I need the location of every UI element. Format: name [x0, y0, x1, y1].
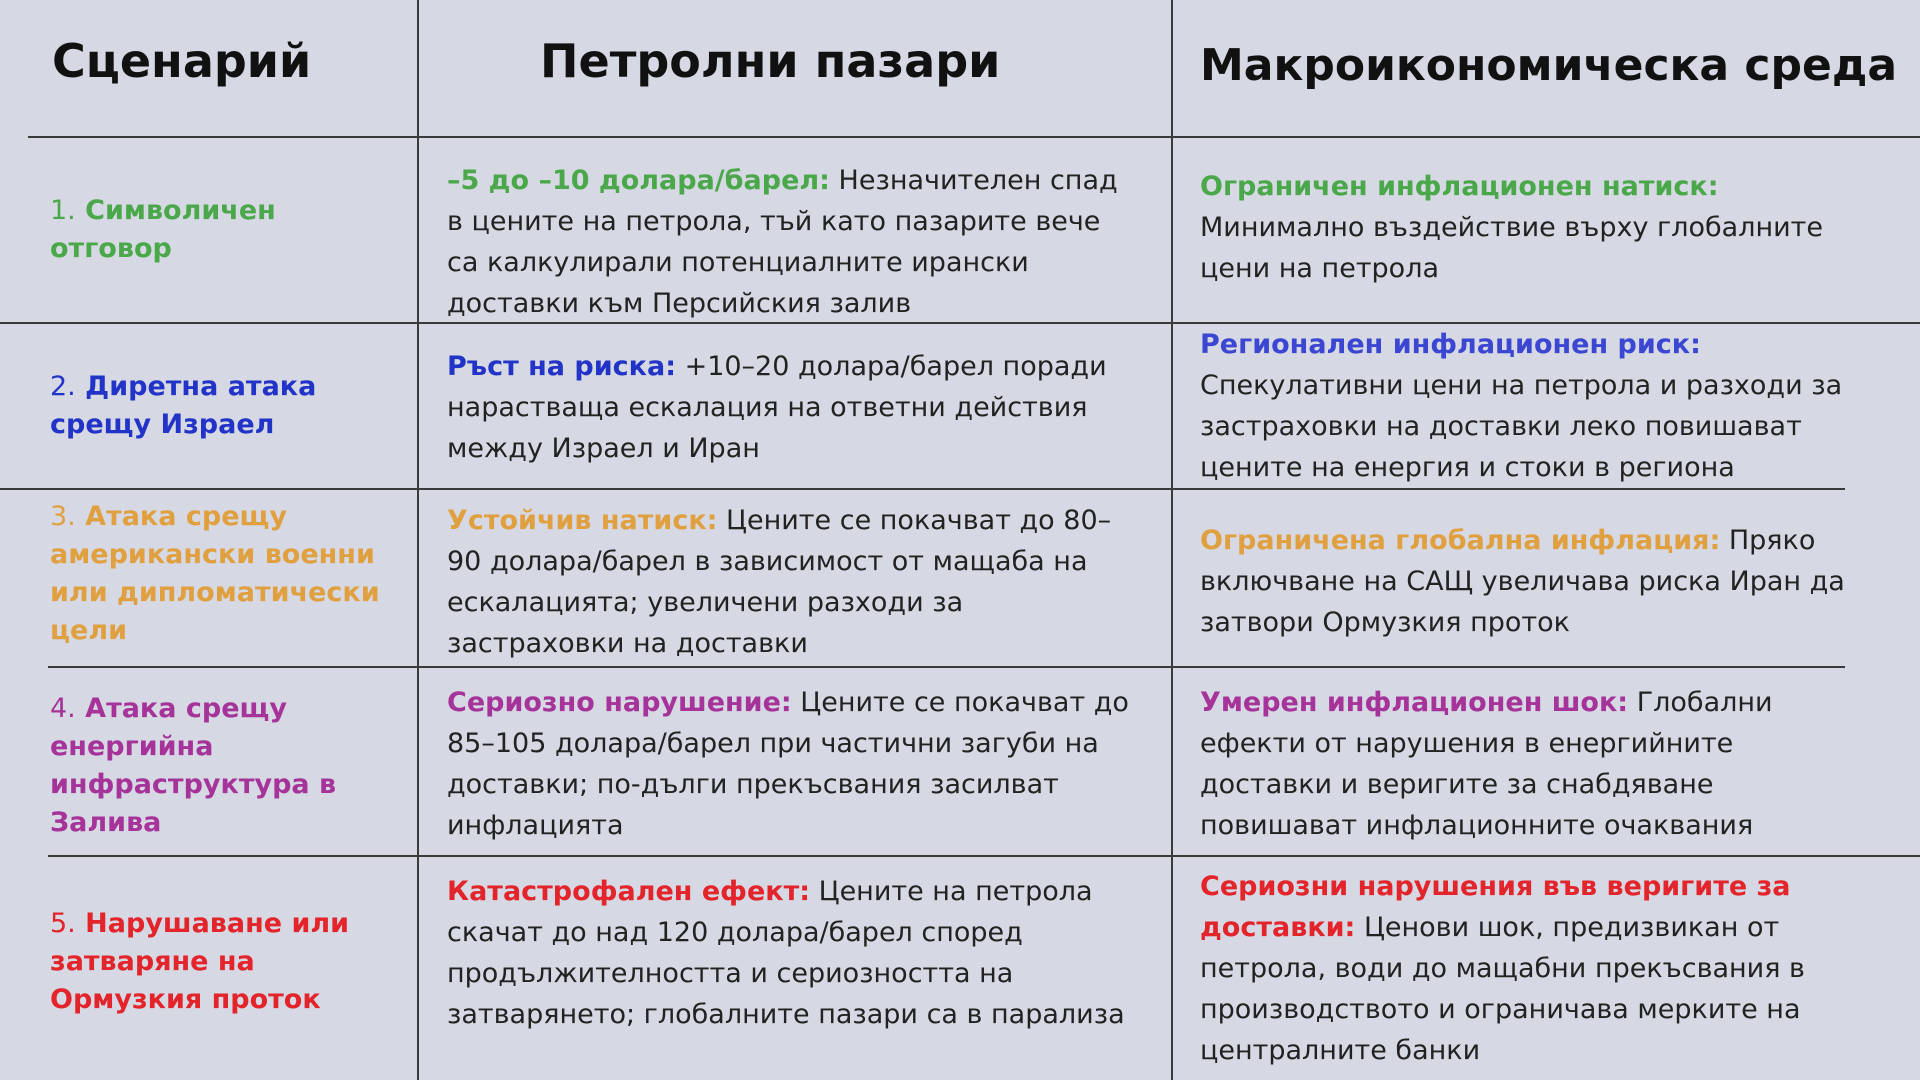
scenario-1-number: 1.	[50, 195, 76, 226]
macro-cell-2	[1200, 324, 1860, 488]
macro-cell-4	[1200, 682, 1860, 846]
scenario-4-label	[50, 690, 400, 842]
macro-5-label: Сериозни нарушения във веригите за доставки:	[1200, 871, 1791, 943]
header-divider	[28, 136, 1920, 138]
oil-5-text: Цените на петрола скачат до над 120 долара/барел според продължителността и сериозността на затварянето; глобалните пазари са в парализа	[447, 876, 1125, 1030]
oil-cell-4	[447, 682, 1137, 846]
scenario-1-title: Символичен отговор	[50, 195, 276, 264]
header-scenario: Сценарий	[52, 34, 312, 88]
macro-2-text: Спекулативни цени на петрола и разходи за застраховки на доставки леко повишават цените на енергия и стоки в региона	[1200, 370, 1843, 483]
column-divider-2	[1171, 0, 1173, 1080]
macro-cell-1	[1200, 166, 1860, 289]
oil-4-label: Сериозно нарушение:	[447, 687, 792, 718]
oil-2-label: Ръст на риска:	[447, 351, 676, 382]
oil-3-label: Устойчив натиск:	[447, 505, 718, 536]
oil-cell-5	[447, 871, 1137, 1035]
oil-1-label: –5 до –10 долара/барел:	[447, 165, 830, 196]
oil-4-text: Цените се покачват до 85–105 долара/барел при частични загуби на доставки; по-дълги прекъсвания засилват инфлацията	[447, 687, 1129, 841]
oil-5-label: Катастрофален ефект:	[447, 876, 811, 907]
oil-cell-2	[447, 346, 1137, 469]
macro-4-text: Глобални ефекти от нарушения в енергийните доставки и веригите за снабдяване повишават инфлационните очаквания	[1200, 687, 1773, 841]
column-divider-1	[417, 0, 419, 1080]
macro-3-label: Ограничена глобална инфлация:	[1200, 525, 1721, 556]
macro-cell-3	[1200, 520, 1860, 643]
oil-2-text: +10–20 долара/барел поради нарастваща ескалация на ответни действия между Израел и Иран	[447, 351, 1107, 464]
macro-1-label: Ограничен инфлационен натиск:	[1200, 171, 1719, 202]
scenario-2-label	[50, 368, 400, 444]
scenario-3-number: 3.	[50, 501, 76, 532]
row-divider-2	[0, 488, 1845, 490]
macro-4-label: Умерен инфлационен шок:	[1200, 687, 1629, 718]
macro-cell-5	[1200, 866, 1860, 1071]
header-oil-markets: Петролни пазари	[540, 34, 1001, 88]
scenario-1-label	[50, 192, 400, 268]
scenario-2-title: Диретна атака срещу Израел	[50, 371, 317, 440]
oil-cell-3	[447, 500, 1137, 664]
scenario-3-title: Атака срещу американски военни или дипломатически цели	[50, 501, 380, 646]
macro-3-text: Пряко включване на САЩ увеличава риска Иран да затвори Ормузкия проток	[1200, 525, 1845, 638]
scenario-4-number: 4.	[50, 693, 76, 724]
oil-cell-1	[447, 160, 1137, 324]
macro-1-text: Минимално въздействие върху глобалните цени на петрола	[1200, 212, 1823, 284]
scenario-5-label	[50, 905, 400, 1019]
row-divider-3	[48, 666, 1845, 668]
scenario-2-number: 2.	[50, 371, 76, 402]
scenario-5-title: Нарушаване или затваряне на Ормузкия проток	[50, 908, 350, 1015]
scenario-4-title: Атака срещу енергийна инфраструктура в Залива	[50, 693, 337, 838]
macro-5-text: Ценови шок, предизвикан от петрола, води до мащабни прекъсвания в производството и ограничава мерките на централните банки	[1200, 912, 1805, 1066]
header-macro: Макроикономическа среда	[1200, 40, 1898, 91]
oil-3-text: Цените се покачват до 80–90 долара/барел в зависимост от мащаба на ескалацията; увеличени разходи за застраховки на доставки	[447, 505, 1112, 659]
scenario-5-number: 5.	[50, 908, 76, 939]
oil-1-text: Незначителен спад в цените на петрола, тъй като пазарите вече са калкулирали потенциалните ирански доставки към Персийския залив	[447, 165, 1118, 319]
row-divider-4	[48, 855, 1920, 857]
macro-2-label: Регионален инфлационен риск:	[1200, 329, 1701, 360]
scenario-3-label	[50, 498, 400, 650]
